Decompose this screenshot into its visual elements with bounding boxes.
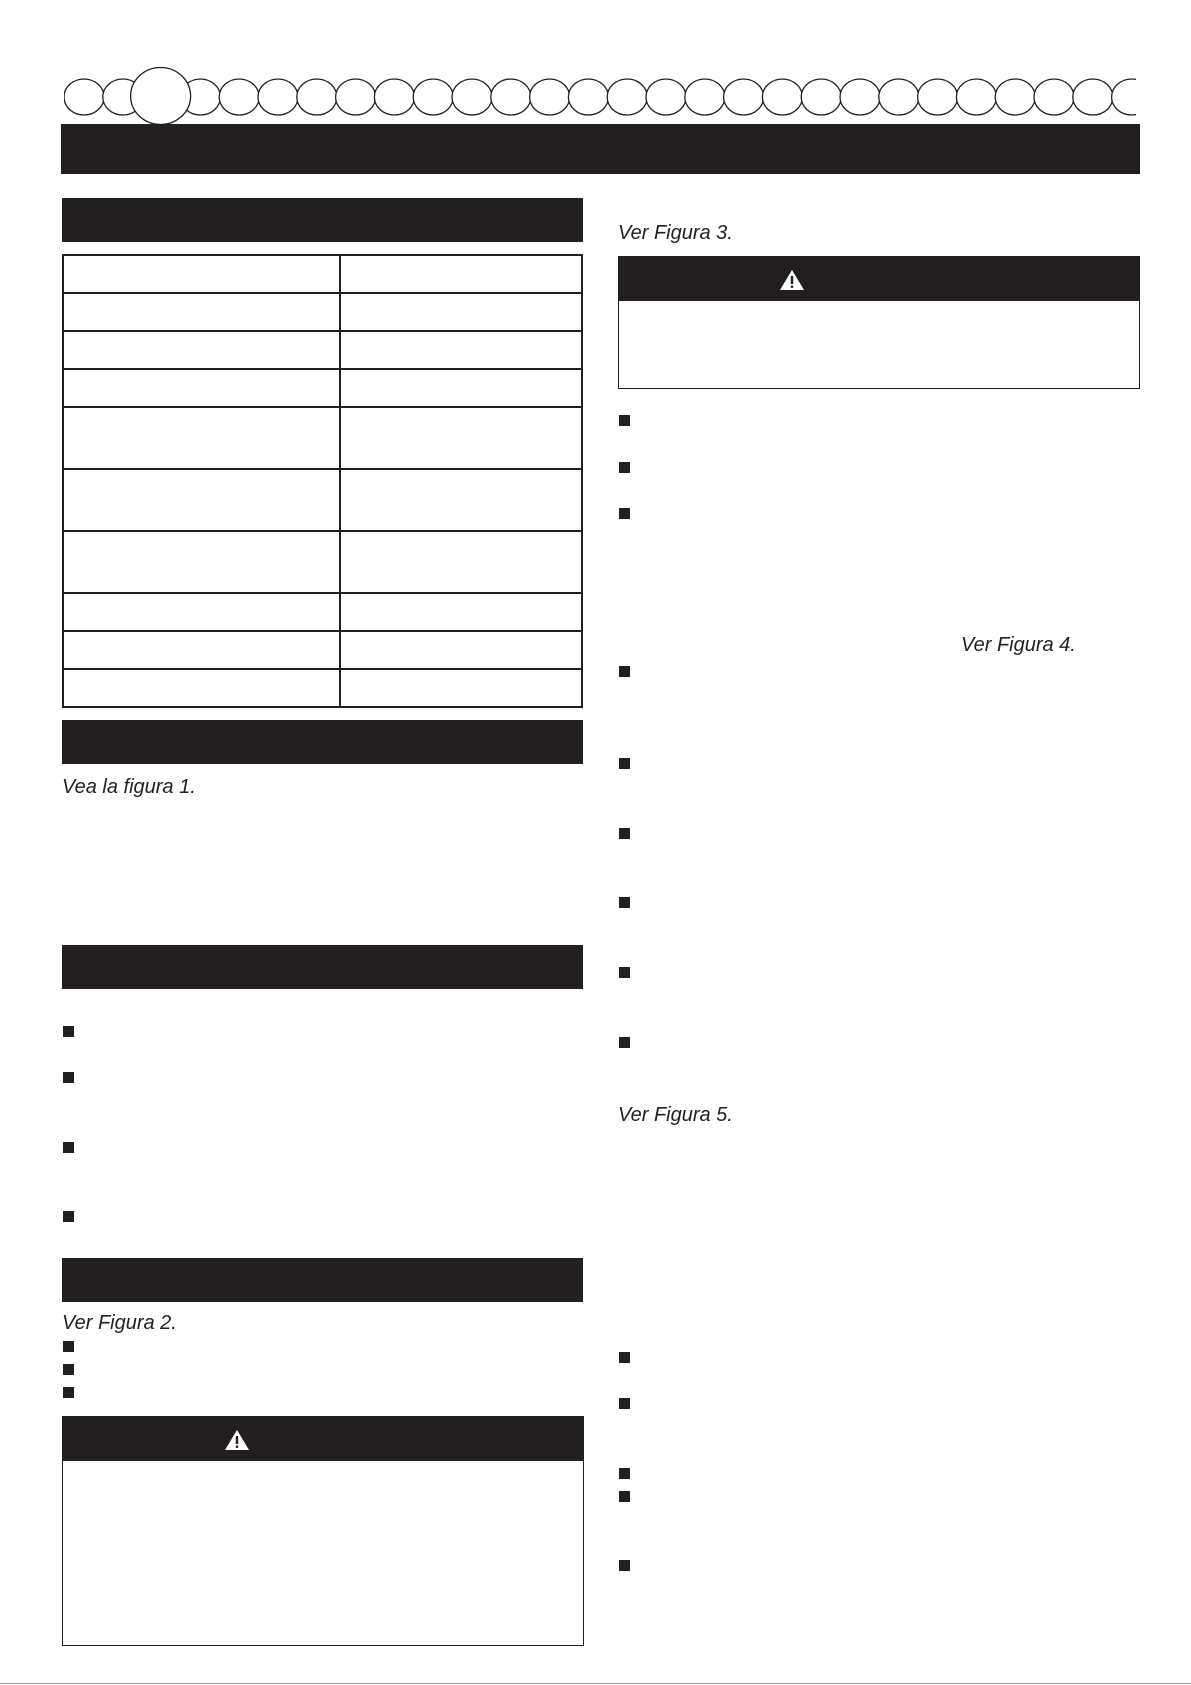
language-tab-circle[interactable] <box>491 79 531 115</box>
language-tab-circle[interactable] <box>1112 79 1136 115</box>
warning-header <box>63 1417 583 1461</box>
language-tab-circle[interactable] <box>685 79 725 115</box>
bullet-marker <box>619 666 630 677</box>
language-tab-circle[interactable] <box>995 79 1035 115</box>
language-tab-circle[interactable] <box>607 79 647 115</box>
table-cell <box>340 593 582 631</box>
warning-triangle-icon <box>779 269 805 291</box>
language-tab-circle[interactable] <box>64 79 104 115</box>
warning-box <box>618 256 1140 389</box>
figure-reference: Ver Figura 5. <box>618 1104 733 1126</box>
bullet-marker <box>619 1037 630 1048</box>
figure-reference: Ver Figura 3. <box>618 222 733 244</box>
section-heading-specifications <box>62 198 583 242</box>
table-row <box>63 255 582 293</box>
bullet-marker <box>63 1364 74 1375</box>
language-tab-circle[interactable] <box>840 79 880 115</box>
figure-reference: Ver Figura 4. <box>961 634 1076 656</box>
bullet-marker <box>63 1211 74 1222</box>
footer-rule <box>0 1683 1191 1684</box>
table-cell <box>340 407 582 469</box>
table-row <box>63 631 582 669</box>
language-tab-circle[interactable] <box>1073 79 1113 115</box>
page-title-bar <box>61 124 1140 174</box>
section-heading-3 <box>62 945 583 989</box>
warning-triangle-icon <box>224 1429 250 1451</box>
bullet-marker <box>619 1398 630 1409</box>
language-tab-circle[interactable] <box>530 79 570 115</box>
table-cell <box>340 631 582 669</box>
table-row <box>63 293 582 331</box>
table-row <box>63 369 582 407</box>
bullet-marker <box>619 1560 630 1571</box>
figure-reference: Vea la figura 1. <box>62 776 196 798</box>
table-cell <box>63 593 340 631</box>
table-cell <box>63 369 340 407</box>
language-tab-circle[interactable] <box>219 79 259 115</box>
language-tab-circle[interactable] <box>646 79 686 115</box>
section-heading-2 <box>62 720 583 764</box>
language-tab-circles[interactable] <box>64 66 1136 126</box>
bullet-marker <box>619 897 630 908</box>
bullet-marker <box>619 462 630 473</box>
table-row <box>63 531 582 593</box>
language-tab-circle-active[interactable] <box>131 68 191 125</box>
bullet-marker <box>619 967 630 978</box>
warning-box <box>62 1416 584 1646</box>
language-tab-circle[interactable] <box>452 79 492 115</box>
table-cell <box>340 669 582 707</box>
table-row <box>63 331 582 369</box>
table-cell <box>340 255 582 293</box>
figure-reference: Ver Figura 2. <box>62 1312 177 1334</box>
table-cell <box>340 293 582 331</box>
language-tab-circle[interactable] <box>879 79 919 115</box>
table-cell <box>340 369 582 407</box>
table-cell <box>63 407 340 469</box>
table-cell <box>63 293 340 331</box>
table-cell <box>340 469 582 531</box>
bullet-marker <box>63 1387 74 1398</box>
table-cell <box>340 331 582 369</box>
bullet-marker <box>619 1352 630 1363</box>
language-tab-circle[interactable] <box>918 79 958 115</box>
table-row <box>63 407 582 469</box>
table-row <box>63 469 582 531</box>
language-tab-circle[interactable] <box>413 79 453 115</box>
bullet-marker <box>619 415 630 426</box>
language-tab-circle[interactable] <box>762 79 802 115</box>
section-heading-4 <box>62 1258 583 1302</box>
table-cell <box>63 469 340 531</box>
language-tab-circle[interactable] <box>297 79 337 115</box>
table-row <box>63 669 582 707</box>
table-cell <box>63 631 340 669</box>
bullet-marker <box>619 828 630 839</box>
language-tab-circle[interactable] <box>801 79 841 115</box>
table-cell <box>63 669 340 707</box>
table-cell <box>63 255 340 293</box>
language-tab-circle[interactable] <box>724 79 764 115</box>
table-cell <box>63 531 340 593</box>
warning-header <box>619 257 1139 301</box>
language-tab-bar[interactable] <box>64 66 1136 126</box>
specifications-table <box>62 254 583 708</box>
bullet-marker <box>619 1468 630 1479</box>
bullet-marker <box>619 1491 630 1502</box>
language-tab-circle[interactable] <box>258 79 298 115</box>
language-tab-circle[interactable] <box>336 79 376 115</box>
bullet-marker <box>63 1072 74 1083</box>
bullet-marker <box>619 508 630 519</box>
bullet-marker <box>63 1142 74 1153</box>
language-tab-circle[interactable] <box>956 79 996 115</box>
table-cell <box>340 531 582 593</box>
language-tab-circle[interactable] <box>1034 79 1074 115</box>
bullet-marker <box>63 1341 74 1352</box>
bullet-marker <box>63 1026 74 1037</box>
table-row <box>63 593 582 631</box>
language-tab-circle[interactable] <box>374 79 414 115</box>
bullet-marker <box>619 758 630 769</box>
language-tab-circle[interactable] <box>568 79 608 115</box>
table-cell <box>63 331 340 369</box>
